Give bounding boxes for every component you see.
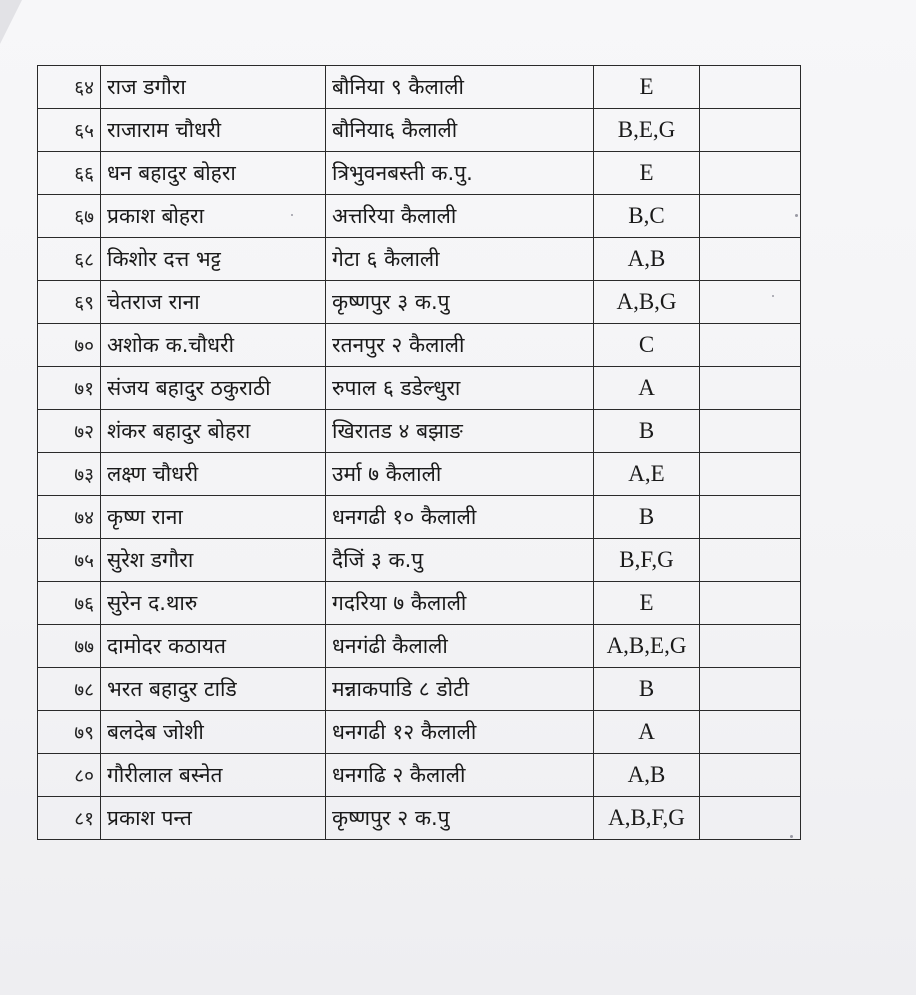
table-row	[38, 625, 801, 668]
person-name-cell: सुरेश डगौरा	[101, 539, 326, 582]
serial-number-cell: ६७	[38, 195, 101, 238]
table-row	[38, 582, 801, 625]
person-name-cell: शंकर बहादुर बोहरा	[101, 410, 326, 453]
table-row	[38, 496, 801, 539]
table-row	[38, 797, 801, 840]
address-cell: बौनिया ९ कैलाली	[326, 66, 594, 109]
category-codes-cell: A,B,G	[594, 281, 700, 324]
serial-number-cell: ७२	[38, 410, 101, 453]
table-row	[38, 109, 801, 152]
person-name-cell: अशोक क.चौधरी	[101, 324, 326, 367]
table-row	[38, 668, 801, 711]
person-name-cell: धन बहादुर बोहरा	[101, 152, 326, 195]
blank-cell	[700, 797, 801, 840]
blank-cell	[700, 668, 801, 711]
person-name-cell: किशोर दत्त भट्ट	[101, 238, 326, 281]
person-name-cell: बलदेब जोशी	[101, 711, 326, 754]
serial-number-cell: ७३	[38, 453, 101, 496]
table-row	[38, 195, 801, 238]
table-row	[38, 367, 801, 410]
blank-cell	[700, 582, 801, 625]
table-row	[38, 281, 801, 324]
table-row	[38, 66, 801, 109]
category-codes-cell: B,C	[594, 195, 700, 238]
address-cell: अत्तरिया कैलाली	[326, 195, 594, 238]
address-cell: मन्नाकपाडि ८ डोटी	[326, 668, 594, 711]
address-cell: त्रिभुवनबस्ती क.पु.	[326, 152, 594, 195]
address-cell: रतनपुर २ कैलाली	[326, 324, 594, 367]
person-name-cell: गौरीलाल बस्नेत	[101, 754, 326, 797]
person-name-cell: प्रकाश पन्त	[101, 797, 326, 840]
address-cell: कृष्णपुर २ क.पु	[326, 797, 594, 840]
category-codes-cell: A,B	[594, 754, 700, 797]
person-name-cell: चेतराज राना	[101, 281, 326, 324]
blank-cell	[700, 238, 801, 281]
blank-cell	[700, 754, 801, 797]
category-codes-cell: B,F,G	[594, 539, 700, 582]
category-codes-cell: E	[594, 66, 700, 109]
person-name-cell: राज डगौरा	[101, 66, 326, 109]
address-cell: धनगढी १० कैलाली	[326, 496, 594, 539]
category-codes-cell: E	[594, 152, 700, 195]
blank-cell	[700, 324, 801, 367]
serial-number-cell: ७५	[38, 539, 101, 582]
roster-table-container	[37, 65, 801, 840]
person-name-cell: राजाराम चौधरी	[101, 109, 326, 152]
table-row	[38, 453, 801, 496]
category-codes-cell: A	[594, 367, 700, 410]
table-row	[38, 539, 801, 582]
serial-number-cell: ७६	[38, 582, 101, 625]
address-cell: उर्मा ७ कैलाली	[326, 453, 594, 496]
blank-cell	[700, 539, 801, 582]
serial-number-cell: ६८	[38, 238, 101, 281]
person-name-cell: लक्ष्ण चौधरी	[101, 453, 326, 496]
table-row	[38, 152, 801, 195]
blank-cell	[700, 66, 801, 109]
serial-number-cell: ७१	[38, 367, 101, 410]
category-codes-cell: A,E	[594, 453, 700, 496]
serial-number-cell: ६९	[38, 281, 101, 324]
person-name-cell: भरत बहादुर टाडि	[101, 668, 326, 711]
person-name-cell: सुरेन द.थारु	[101, 582, 326, 625]
blank-cell	[700, 453, 801, 496]
category-codes-cell: A	[594, 711, 700, 754]
address-cell: बौनिया६ कैलाली	[326, 109, 594, 152]
address-cell: खिरातड ४ बझाङ	[326, 410, 594, 453]
category-codes-cell: A,B,E,G	[594, 625, 700, 668]
table-row	[38, 410, 801, 453]
table-row	[38, 754, 801, 797]
roster-table	[37, 65, 801, 840]
address-cell: कृष्णपुर ३ क.पु	[326, 281, 594, 324]
blank-cell	[700, 367, 801, 410]
table-row	[38, 238, 801, 281]
serial-number-cell: ६६	[38, 152, 101, 195]
serial-number-cell: ७७	[38, 625, 101, 668]
person-name-cell: संजय बहादुर ठकुराठी	[101, 367, 326, 410]
blank-cell	[700, 152, 801, 195]
serial-number-cell: ७०	[38, 324, 101, 367]
person-name-cell: प्रकाश बोहरा	[101, 195, 326, 238]
roster-table-body	[38, 66, 801, 840]
serial-number-cell: ८०	[38, 754, 101, 797]
category-codes-cell: E	[594, 582, 700, 625]
category-codes-cell: B,E,G	[594, 109, 700, 152]
address-cell: धनगंढी कैलाली	[326, 625, 594, 668]
serial-number-cell: ६५	[38, 109, 101, 152]
serial-number-cell: ७८	[38, 668, 101, 711]
address-cell: गदरिया ७ कैलाली	[326, 582, 594, 625]
address-cell: धनगढि २ कैलाली	[326, 754, 594, 797]
category-codes-cell: C	[594, 324, 700, 367]
person-name-cell: दामोदर कठायत	[101, 625, 326, 668]
serial-number-cell: ६४	[38, 66, 101, 109]
serial-number-cell: ८१	[38, 797, 101, 840]
person-name-cell: कृष्ण राना	[101, 496, 326, 539]
address-cell: धनगढी १२ कैलाली	[326, 711, 594, 754]
page-corner-fold	[0, 0, 22, 44]
blank-cell	[700, 625, 801, 668]
address-cell: रुपाल ६ डडेल्धुरा	[326, 367, 594, 410]
address-cell: गेटा ६ कैलाली	[326, 238, 594, 281]
address-cell: दैजिं ३ क.पु	[326, 539, 594, 582]
serial-number-cell: ७९	[38, 711, 101, 754]
serial-number-cell: ७४	[38, 496, 101, 539]
category-codes-cell: B	[594, 496, 700, 539]
blank-cell	[700, 496, 801, 539]
blank-cell	[700, 281, 801, 324]
category-codes-cell: A,B	[594, 238, 700, 281]
blank-cell	[700, 711, 801, 754]
category-codes-cell: A,B,F,G	[594, 797, 700, 840]
category-codes-cell: B	[594, 668, 700, 711]
table-row	[38, 324, 801, 367]
category-codes-cell: B	[594, 410, 700, 453]
table-row	[38, 711, 801, 754]
blank-cell	[700, 109, 801, 152]
blank-cell	[700, 195, 801, 238]
blank-cell	[700, 410, 801, 453]
